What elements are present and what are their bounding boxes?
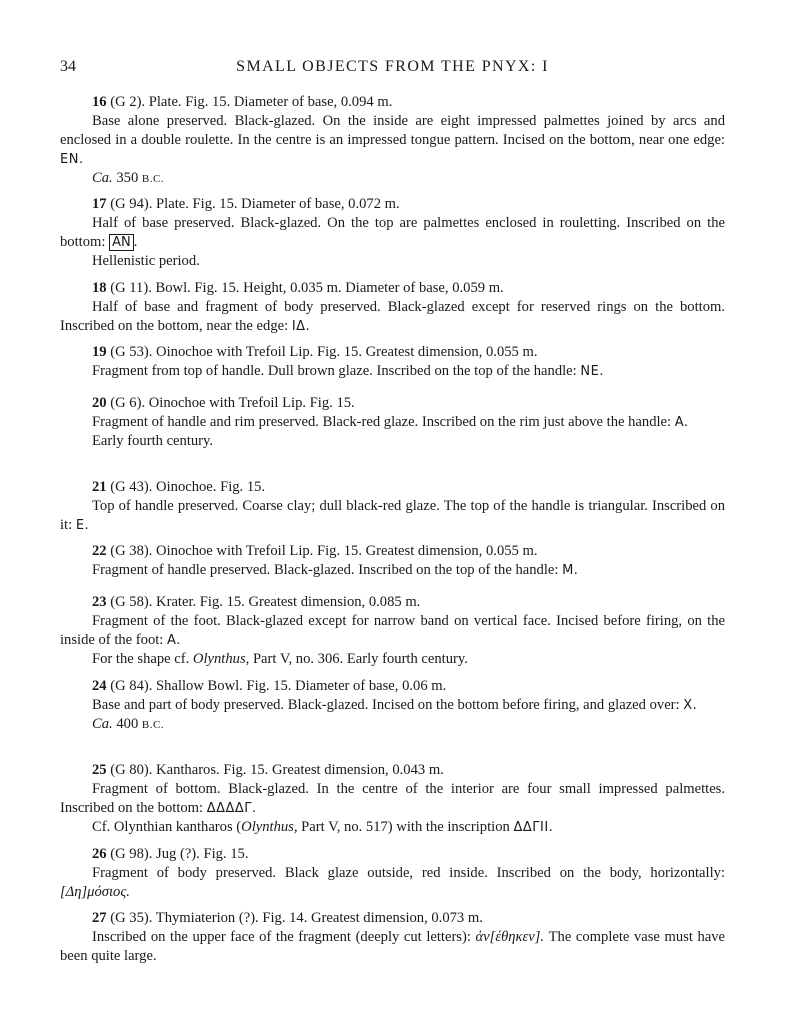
entry-description: Fragment from top of handle. Dull brown glaze. Inscribed on the top of the handle: NE.	[92, 363, 604, 379]
inscription: A.	[674, 415, 689, 430]
entry-description: Fragment of the foot. Black-glazed except for narrow band on vertical face. Incised before firing, on the inside of the foot: A.	[60, 613, 725, 648]
entry-note: Early fourth century.	[92, 433, 214, 449]
catalog-entry-23	[60, 593, 725, 669]
catalog-entry-24	[60, 677, 725, 735]
entry-number: 24	[92, 678, 107, 694]
entry-number: 18	[92, 280, 107, 296]
inscription: X.	[683, 698, 698, 713]
running-title: SMALL OBJECTS FROM THE PNYX: I	[236, 58, 549, 75]
entry-heading: (G 6). Oinochoe with Trefoil Lip. Fig. 15.	[110, 395, 355, 411]
entry-description: Base alone preserved. Black-glazed. On the inside are eight impressed palmettes joined by arcs and enclosed in a double roulette. In the centre is an impressed tongue pattern. Incised on the bottom, near one edge: EN.	[60, 113, 725, 167]
inscription: NE.	[580, 364, 604, 379]
entry-number: 20	[92, 395, 107, 411]
greek-inscription: ἀν[έθηκεν].	[475, 929, 545, 945]
entry-heading: (G 53). Oinochoe with Trefoil Lip. Fig. 15. Greatest dimension, 0.055 m.	[110, 344, 538, 360]
inscription: ΔΔΔΔΓ.	[206, 801, 257, 816]
entry-heading: (G 35). Thymiaterion (?). Fig. 14. Greatest dimension, 0.073 m.	[110, 910, 483, 926]
entry-note: For the shape cf. Olynthus, Part V, no. 306. Early fourth century.	[92, 651, 468, 667]
entry-heading: (G 11). Bowl. Fig. 15. Height, 0.035 m. Diameter of base, 0.059 m.	[110, 280, 504, 296]
page-number: 34	[60, 58, 76, 75]
catalog-entry-27	[60, 909, 725, 966]
page-header	[60, 58, 725, 82]
entry-description: Base and part of body preserved. Black-glazed. Incised on the bottom before firing, and glazed over: X.	[92, 697, 698, 713]
entry-description: Fragment of body preserved. Black glaze outside, red inside. Inscribed on the body, horizontally: [Δη]μόσιος.	[60, 865, 725, 900]
entry-description: Fragment of handle preserved. Black-glazed. Inscribed on the top of the handle: M.	[92, 562, 579, 578]
entry-note: Ca. 350 B.C.	[92, 170, 165, 186]
entry-description: Fragment of handle and rim preserved. Black-red glaze. Inscribed on the rim just above the handle: A.	[92, 414, 689, 430]
catalog-entry-22	[60, 542, 725, 580]
entry-number: 23	[92, 594, 107, 610]
entry-number: 17	[92, 196, 107, 212]
entry-number: 21	[92, 479, 107, 495]
entry-heading: (G 98). Jug (?). Fig. 15.	[110, 846, 249, 862]
entry-note: Hellenistic period.	[92, 253, 200, 269]
inscription: A.	[167, 633, 181, 648]
entry-note: Cf. Olynthian kantharos (Olynthus, Part V, no. 517) with the inscription ΔΔΓII.	[92, 819, 554, 835]
entry-heading: (G 2). Plate. Fig. 15. Diameter of base, 0.094 m.	[110, 94, 393, 110]
entry-number: 19	[92, 344, 107, 360]
entry-description: Fragment of bottom. Black-glazed. In the centre of the interior are four small impressed palmettes. Inscribed on the bottom: ΔΔΔΔΓ.	[60, 781, 725, 816]
inscription: ΔΔΓII.	[513, 820, 554, 835]
catalog-entry-20	[60, 394, 725, 451]
inscription: E.	[75, 518, 90, 533]
catalog-entry-18	[60, 279, 725, 336]
entry-heading: (G 43). Oinochoe. Fig. 15.	[110, 479, 266, 495]
catalog-entry-17	[60, 195, 725, 271]
entry-heading: (G 84). Shallow Bowl. Fig. 15. Diameter of base, 0.06 m.	[110, 678, 447, 694]
catalog-entry-16	[60, 93, 725, 189]
catalog-entry-25	[60, 761, 725, 837]
entry-description: Top of handle preserved. Coarse clay; dull black-red glaze. The top of the handle is triangular. Inscribed on it: E.	[60, 498, 725, 533]
greek-inscription: [Δη]μόσιος.	[60, 884, 130, 900]
entry-number: 22	[92, 543, 107, 559]
entry-heading: (G 58). Krater. Fig. 15. Greatest dimension, 0.085 m.	[110, 594, 421, 610]
document-page	[60, 58, 726, 964]
catalog-entry-19	[60, 343, 725, 381]
entry-number: 16	[92, 94, 107, 110]
inscription: IΔ.	[291, 319, 311, 334]
inscription: M.	[562, 563, 579, 578]
catalog-entry-26	[60, 845, 725, 902]
entry-heading: (G 80). Kantharos. Fig. 15. Greatest dimension, 0.043 m.	[110, 762, 444, 778]
entry-description: Inscribed on the upper face of the fragment (deeply cut letters): ἀν[έθηκεν]. The complete vase must have been quite large.	[60, 929, 726, 964]
catalog-entry-21	[60, 478, 725, 535]
entry-number: 25	[92, 762, 107, 778]
entry-heading: (G 94). Plate. Fig. 15. Diameter of base, 0.072 m.	[110, 196, 400, 212]
entry-number: 26	[92, 846, 107, 862]
inscription: EN.	[60, 152, 84, 167]
entry-number: 27	[92, 910, 107, 926]
entry-description: Half of base and fragment of body preserved. Black-glazed except for reserved rings on the bottom. Inscribed on the bottom, near the edge: IΔ.	[60, 299, 725, 334]
entry-note: Ca. 400 B.C.	[92, 716, 165, 732]
entry-description: Half of base preserved. Black-glazed. On the top are palmettes enclosed in rouletting. Inscribed on the bottom: ΑΝ .	[60, 215, 725, 250]
entry-heading: (G 38). Oinochoe with Trefoil Lip. Fig. 15. Greatest dimension, 0.055 m.	[110, 543, 538, 559]
monogram-inscription: ΑΝ	[109, 234, 134, 251]
